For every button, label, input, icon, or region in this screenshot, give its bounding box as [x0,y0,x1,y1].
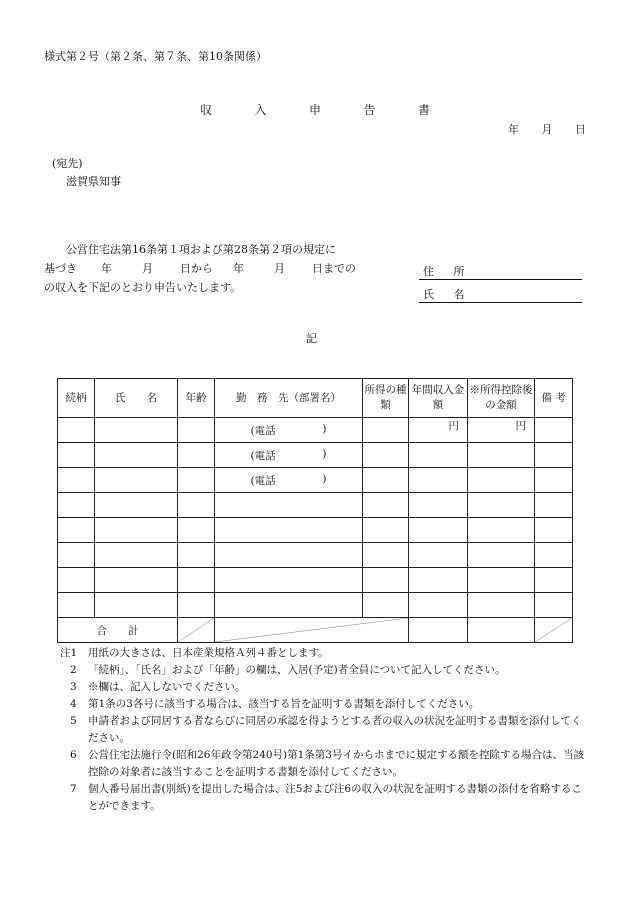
note-number: 3 [70,681,77,693]
title-char: 書 [417,103,430,117]
declarant-block [419,262,582,308]
note-item [60,747,588,781]
period-part: 月 [142,262,153,275]
document-title [200,101,430,118]
table-row [58,418,573,443]
phone-open: (電話 [250,449,276,462]
note-text: 用紙の大きさは、日本産業規格Ａ列４番とします。 [88,647,329,659]
yen-unit: 円 [448,420,459,432]
header-age: 年齢 [178,379,215,418]
header-name: 氏 名 [95,379,178,418]
note-number: 2 [70,664,77,676]
annual-income-cell[interactable] [409,418,468,443]
address-field[interactable] [419,262,582,280]
cell[interactable] [535,443,573,468]
table-row [58,568,573,593]
diagonal-slash [215,618,408,642]
diagonal-slash [178,618,214,642]
phone-label [251,473,327,488]
title-char: 入 [254,103,267,117]
note-number: 5 [70,715,77,727]
declaration-text [44,240,356,297]
cell[interactable] [95,568,178,593]
table-row [58,593,573,618]
cell[interactable] [468,468,535,493]
date-line [508,121,586,137]
cell[interactable] [468,593,535,618]
cell[interactable] [215,543,363,568]
header-income-type: 所得の種類 [363,379,409,418]
total-age-hatched [178,618,215,643]
phone-label [251,448,327,463]
total-workplace-hatched [215,618,409,643]
phone-close: ) [322,472,327,485]
cell[interactable] [95,493,178,518]
total-remarks-hatched [535,618,573,643]
note-text: ※欄は、記入しないでください。 [88,681,246,693]
note-number: 4 [70,698,77,710]
cell[interactable] [363,593,409,618]
cell[interactable] [409,593,468,618]
cell[interactable] [409,493,468,518]
cell[interactable] [363,568,409,593]
note-number: 注1 [60,647,78,659]
cell[interactable] [178,543,215,568]
note-text: 個人番号届出書(別紙)を提出した場合は、注5および注6の収入の状況を証明する書類の添付を省略することができます。 [88,783,583,812]
year-label: 年 [508,123,519,136]
cell[interactable] [535,568,573,593]
total-label: 合 計 [58,618,178,643]
cell[interactable] [363,418,409,443]
note-item [60,713,588,747]
name-label: 氏 名 [423,288,473,301]
cell[interactable] [215,493,363,518]
note-text: 第1条の3各号に該当する場合は、該当する旨を証明する書類を添付してください。 [88,698,480,710]
cell[interactable] [468,543,535,568]
cell[interactable] [468,493,535,518]
cell[interactable] [535,493,573,518]
cell[interactable] [535,518,573,543]
cell[interactable] [363,518,409,543]
cell[interactable] [535,543,573,568]
cell[interactable] [178,418,215,443]
notes-section [60,645,588,815]
cell[interactable] [468,518,535,543]
title-char: 告 [363,103,376,117]
phone-close: ) [322,447,327,460]
cell[interactable] [468,568,535,593]
income-table [57,378,573,643]
cell[interactable] [535,468,573,493]
cell[interactable] [178,443,215,468]
declaration-line-2 [44,259,356,278]
cell[interactable] [409,518,468,543]
month-label: 月 [541,123,553,136]
cell[interactable] [535,418,573,443]
note-number: 6 [70,749,77,761]
table-row [58,443,573,468]
cell[interactable] [215,568,363,593]
title-char: 申 [308,103,321,117]
period-part: 年 [101,262,112,275]
cell[interactable] [178,493,215,518]
period-part: 年 [233,262,244,275]
cell[interactable] [58,468,95,493]
ki-heading: 記 [306,332,317,345]
note-number: 7 [70,783,77,795]
addressee-label: (宛先) [52,157,83,170]
cell[interactable] [178,593,215,618]
table-row [58,468,573,493]
workplace-cell[interactable] [215,443,363,468]
table-header-row [58,379,573,418]
cell[interactable] [58,518,95,543]
cell[interactable] [58,493,95,518]
yen-unit: 円 [515,420,526,432]
cell[interactable] [409,568,468,593]
cell[interactable] [178,518,215,543]
total-row [58,618,573,643]
table-row [58,518,573,543]
note-item [60,696,588,713]
note-item [60,679,588,696]
cell[interactable] [409,468,468,493]
note-text: 申請者および同居する者ならびに同居の承認を得ようとする者の収入の状況を証明する書類を添付してください。 [88,715,582,744]
cell[interactable] [58,418,95,443]
header-annual-income: 年間収入金額 [409,379,468,418]
cell[interactable] [178,568,215,593]
cell[interactable] [363,493,409,518]
note-item [60,645,588,662]
cell[interactable] [95,593,178,618]
phone-open: (電話 [250,424,276,437]
note-text: 「続柄」、「氏名」および「年齢」の欄は、入居(予定)者全員について記入してください。 [88,664,506,676]
cell[interactable] [58,593,95,618]
cell[interactable] [95,468,178,493]
period-part: 日から [180,262,213,275]
form-number: 様式第２号（第２条、第７条、第10条関係） [44,50,267,63]
header-after-deduction: ※所得控除後の金額 [468,379,535,418]
phone-close: ) [322,422,327,435]
note-item [60,662,588,679]
title-char: 収 [200,103,213,117]
cell[interactable] [178,468,215,493]
name-field[interactable] [419,285,582,303]
phone-label [251,423,327,438]
cell[interactable] [468,443,535,468]
table-row [58,543,573,568]
total-annual-income-cell[interactable] [409,618,468,643]
cell[interactable] [58,443,95,468]
cell[interactable] [409,443,468,468]
address-label: 住 所 [423,265,473,278]
declaration-line-1: 公営住宅法第16条第１項および第28条第２項の規定に [66,243,336,256]
cell[interactable] [535,593,573,618]
header-relation: 続柄 [58,379,95,418]
total-after-deduction-cell[interactable] [468,618,535,643]
cell[interactable] [95,443,178,468]
note-text: 公営住宅法施行令(昭和26年政令第240号)第1条第3号イからホまでに規定する額を控除する場合は、当該控除の対象者に該当することを証明する書類を添付してください。 [88,749,584,778]
addressee-name: 滋賀県知事 [66,175,121,188]
workplace-cell[interactable] [215,468,363,493]
table-row [58,493,573,518]
cell[interactable] [215,518,363,543]
diagonal-slash [535,618,572,642]
cell[interactable] [95,418,178,443]
declaration-line-3: の収入を下記のとおり申告いたします。 [44,281,242,294]
phone-open: (電話 [250,474,276,487]
header-workplace: 勤 務 先（部署名） [215,379,363,418]
after-deduction-cell[interactable] [468,418,535,443]
cell[interactable] [58,543,95,568]
cell[interactable] [58,568,95,593]
period-part: 日までの [312,262,356,275]
note-item [60,781,588,815]
cell[interactable] [363,443,409,468]
header-remarks: 備 考 [535,379,573,418]
cell[interactable] [215,593,363,618]
cell[interactable] [95,543,178,568]
period-part: 月 [274,262,285,275]
cell[interactable] [363,468,409,493]
period-part: 基づき [44,262,77,275]
day-label: 日 [575,123,586,136]
cell[interactable] [363,543,409,568]
cell[interactable] [409,543,468,568]
workplace-cell[interactable] [215,418,363,443]
cell[interactable] [95,518,178,543]
